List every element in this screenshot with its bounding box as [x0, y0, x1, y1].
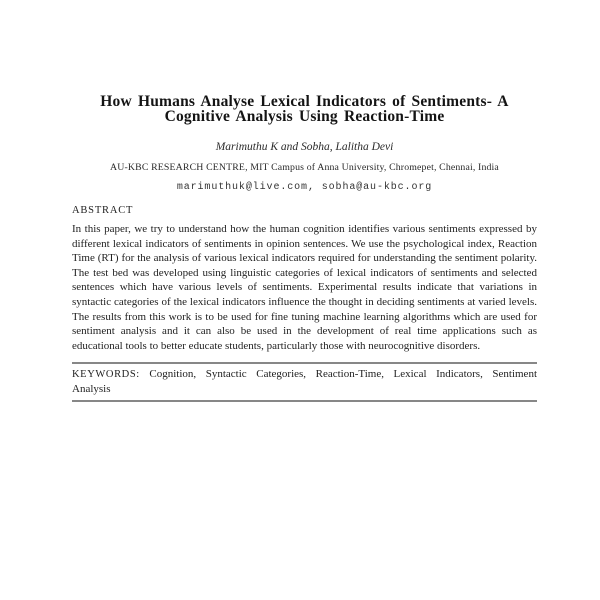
paper-content	[72, 0, 537, 402]
keywords-label: KEYWORDS:	[72, 369, 140, 381]
keywords-section	[72, 362, 537, 402]
abstract-heading: ABSTRACT	[72, 205, 134, 216]
author-names: Marimuthu K and Sobha, Lalitha Devi	[215, 141, 394, 153]
abstract-text: In this paper, we try to understand how the human cognition identifies various sentiments expressed by different lexical indicators of sentiments in opinion sentences. We use the psychological index, Reaction Time (RT) for the analysis of various lexical indicators required for understanding the sentiment polarity. The test bed was developed using linguistic categories of lexical indicators of sentiments and selected sentences which have various levels of sentiments. Experimental results indicate that variations in syntactic categories of the lexical indicators influence the thought in deciding sentiments at varied levels. The results from this work is to be used for fine tuning machine learning algorithms which are used for sentiment analysis and it can also be used in the development of real time applications such as educational tools to better educate students, particularly those with neurocognitive disorders.	[72, 223, 537, 352]
paper-title	[72, 94, 537, 124]
paper-title-line-2: Cognitive Analysis Using Reaction-Time	[164, 108, 445, 125]
author-emails: marimuthuk@live.com, sobha@au-kbc.org	[176, 182, 433, 193]
paper-title-line-1: How Humans Analyse Lexical Indicators of Sentiments- A	[100, 93, 509, 110]
author-affiliation: AU-KBC RESEARCH CENTRE, MIT Campus of Anna University, Chromepet, Chennai, India	[110, 162, 499, 173]
keywords-text: Cognition, Syntactic Categories, Reaction-Time, Lexical Indicators, Sentiment Analysis	[72, 368, 537, 396]
